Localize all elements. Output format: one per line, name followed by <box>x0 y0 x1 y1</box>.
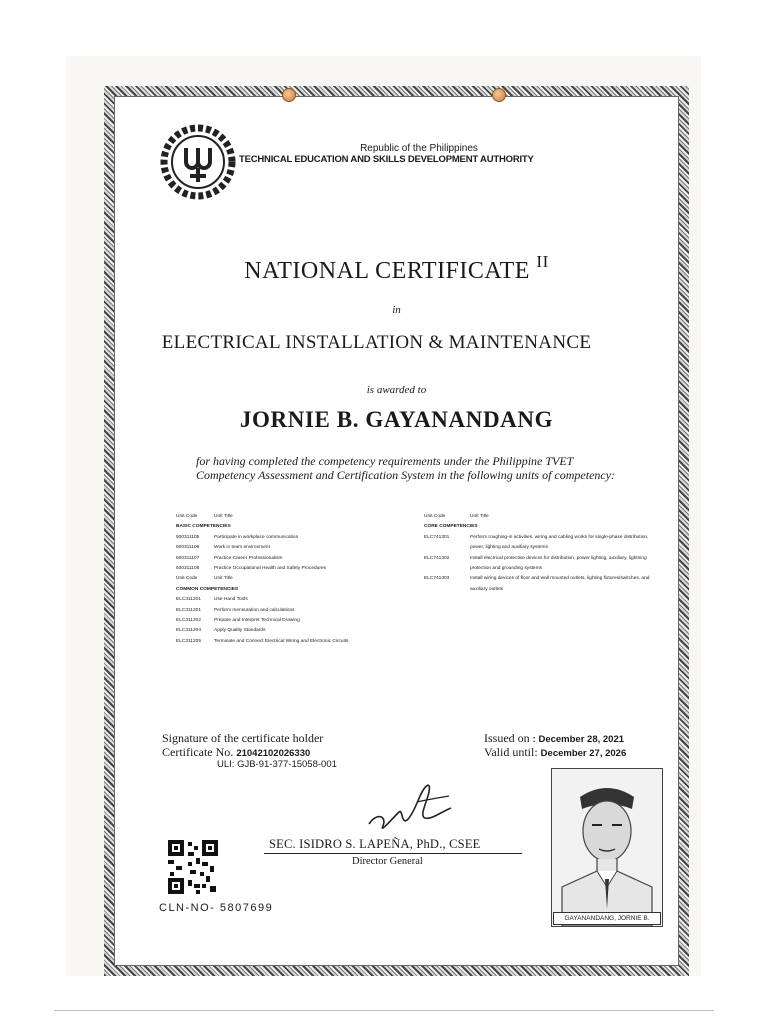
qr-code-icon <box>168 840 218 894</box>
unit-title: Work in team environment <box>214 545 270 551</box>
agency-header <box>239 143 639 165</box>
col-code: Unit Code <box>424 514 446 519</box>
col-title: Unit Title <box>214 514 233 519</box>
unit-row <box>176 637 436 647</box>
certificate-title <box>114 252 679 285</box>
unit-code: 500311105 <box>176 534 200 540</box>
unit-row <box>424 574 664 595</box>
unit-row <box>176 554 436 564</box>
unit-title: Perform mensuration and calculations <box>214 607 295 613</box>
unit-row <box>424 554 664 575</box>
unit-code: ELC311204 <box>176 628 201 634</box>
unit-code: ELC311202 <box>176 618 201 624</box>
signature-holder-label: Signature of the certificate holder <box>162 731 324 745</box>
col-title: Unit Title <box>470 514 489 519</box>
col-title: Unit Title <box>214 576 233 582</box>
unit-code: ELC311205 <box>176 638 201 644</box>
pin-right <box>492 88 506 102</box>
certificate-title-text: NATIONAL CERTIFICATE <box>244 258 530 284</box>
unit-code: ELC311201 <box>176 607 201 613</box>
issued-value: : December 28, 2021 <box>532 734 625 745</box>
unit-row <box>176 626 436 636</box>
signatory-underline <box>264 853 522 854</box>
unit-row <box>176 606 436 616</box>
col-code: Unit Code <box>176 576 198 582</box>
issued-on <box>484 732 624 746</box>
cln-number: CLN-NO- 5807699 <box>159 902 274 914</box>
unit-row <box>176 616 436 626</box>
signature-mark <box>359 772 459 842</box>
qualification-title: ELECTRICAL INSTALLATION & MAINTENANCE <box>161 332 592 353</box>
units-left <box>176 512 436 647</box>
unit-code: ELC741301 <box>424 534 450 540</box>
unit-title: Use Hand Tools <box>214 597 248 603</box>
unit-row <box>176 543 436 553</box>
holder-photo <box>551 768 663 927</box>
unit-row <box>176 533 436 543</box>
issued-label: Issued on <box>484 731 530 745</box>
pin-left <box>282 88 296 102</box>
certificate-border <box>104 86 689 976</box>
certificate-level: II <box>536 252 549 271</box>
cert-no-value: 21042102026330 <box>236 748 311 759</box>
valid-value: December 27, 2026 <box>540 748 627 759</box>
units-right <box>424 512 664 595</box>
cert-no-label: Certificate No. <box>162 745 234 759</box>
unit-code: 500311107 <box>176 555 200 561</box>
agency-name: TECHNICAL EDUCATION AND SKILLS DEVELOPMENT AUTHORITY <box>239 154 534 165</box>
common-heading: COMMON COMPETENCIES <box>176 586 239 592</box>
holder-name: JORNIE B. GAYANANDANG <box>239 407 554 432</box>
valid-label: Valid until: <box>484 745 538 759</box>
unit-title: Practice Career Professionalism <box>214 555 283 561</box>
core-heading: CORE COMPETENCIES <box>424 524 478 530</box>
unit-title: Terminate and Connect Electrical Wiring and Electronic Circuits <box>214 638 349 644</box>
unit-title: Apply Quality Standards <box>214 628 266 634</box>
uli-value: GJB-91-377-15058-001 <box>237 759 337 770</box>
photo-caption: GAYANANDANG, JORNIE B. <box>553 912 661 925</box>
signatory-position: Director General <box>352 856 423 867</box>
unit-code: ELC741302 <box>424 555 450 561</box>
unit-title: Prepare and Interpret Technical Drawing <box>214 618 300 624</box>
unit-code: 500311108 <box>176 566 200 572</box>
signatory-name: SEC. ISIDRO S. LAPEÑA, PhD., CSEE <box>269 837 481 851</box>
col-code: Unit Code <box>176 514 198 519</box>
uli-label: ULI: <box>217 759 235 770</box>
units-header <box>424 512 664 522</box>
unit-title: Install wiring devices of floor and wall mounted outlets, lighting fixtures/switches, and auxiliary outlets <box>470 576 650 592</box>
unit-title: Practice Occupational Health and Safety Procedures <box>214 566 326 572</box>
unit-row <box>176 595 436 605</box>
unit-title: Participate in workplace communication <box>214 534 299 540</box>
units-header <box>176 574 436 584</box>
tesda-logo-icon <box>160 124 236 200</box>
unit-row <box>176 564 436 574</box>
units-header <box>176 512 436 522</box>
unit-code: 500311106 <box>176 545 200 551</box>
unit-title: Perform roughing-in activities, wiring and cabling works for single-phase distribution, power, lighting and auxiliary systems <box>470 534 649 551</box>
unit-code: ELC311201 <box>176 597 201 603</box>
unit-title: Install electrical protective devices for distribution, power lighting, auxiliary, lightning protection and grounding systems <box>470 555 647 572</box>
in-label: in <box>392 304 401 316</box>
valid-until <box>484 746 626 760</box>
uli <box>217 758 337 771</box>
bottom-divider <box>54 1010 714 1011</box>
basic-heading: BASIC COMPETENCIES <box>176 524 231 530</box>
unit-code: ELC741303 <box>424 576 450 582</box>
unit-row <box>424 533 664 554</box>
awarded-label: is awarded to <box>366 384 427 396</box>
republic-label: Republic of the Philippines <box>360 143 478 154</box>
holder-portrait <box>552 769 662 926</box>
competency-statement: for having completed the competency requirements under the Philippine TVET Competency Assessment and Certification System in the following units of competency: <box>196 454 616 482</box>
